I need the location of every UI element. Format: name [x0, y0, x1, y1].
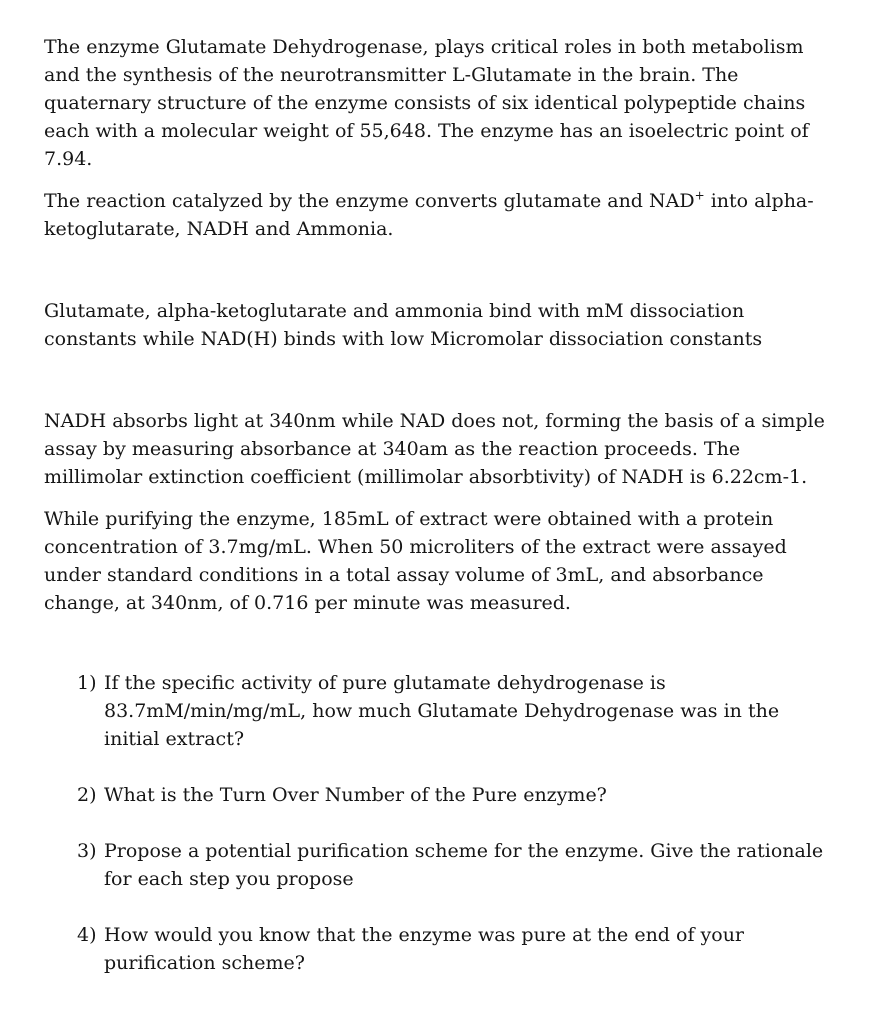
question-number-4: 4): [77, 924, 97, 946]
paragraph-assay-basis: NADH absorbs light at 340nm while NAD does not, forming the basis of a simple assay by measuring absorbance at 340am as the reaction proceeds. The millimolar extinction coefficient (millimolar absorbtivity) of NADH is 6.22cm-1.: [44, 410, 825, 488]
question-item-4: [44, 921, 838, 977]
question-item-2: [44, 781, 838, 809]
question-item-3: [44, 837, 838, 893]
question-text-2: What is the Turn Over Number of the Pure enzyme?: [104, 784, 607, 806]
paragraph-purification-data: While purifying the enzyme, 185mL of extract were obtained with a protein concentration of 3.7mg/mL. When 50 microliters of the extract were assayed under standard conditions in a total assay volume of 3mL, and absorbance change, at 340nm, of 0.716 per minute was measured.: [44, 508, 787, 614]
question-number-1: 1): [77, 672, 97, 694]
question-number-3: 3): [77, 840, 97, 862]
questions-list: [44, 669, 838, 977]
nad-plus-superscript: +: [694, 188, 705, 203]
question-number-2: 2): [77, 784, 97, 806]
paragraph-reaction: [44, 187, 838, 243]
paragraph-reaction-text-before: The reaction catalyzed by the enzyme converts glutamate and NAD: [44, 190, 695, 212]
question-text-4: How would you know that the enzyme was pure at the end of your purification scheme?: [104, 924, 745, 974]
question-item-1: [44, 669, 838, 753]
paragraph-reaction-text-after: into alpha-ketoglutarate, NADH and Ammonia.: [44, 190, 814, 240]
question-text-1: If the specific activity of pure glutamate dehydrogenase is 83.7mM/min/mg/mL, how much Glutamate Dehydrogenase was in the initial extract?: [104, 672, 780, 750]
paragraph-enzyme-intro: The enzyme Glutamate Dehydrogenase, plays critical roles in both metabolism and the synthesis of the neurotransmitter L-Glutamate in the brain. The quaternary structure of the enzyme consists of six identical polypeptide chains each with a molecular weight of 55,648. The enzyme has an isoelectric point of 7.94.: [44, 36, 809, 170]
question-text-3: Propose a potential purification scheme for the enzyme. Give the rationale for each step you propose: [104, 840, 824, 890]
paragraph-dissociation-constants: Glutamate, alpha-ketoglutarate and ammonia bind with mM dissociation constants while NAD(H) binds with low Micromolar dissociation constants: [44, 300, 763, 350]
